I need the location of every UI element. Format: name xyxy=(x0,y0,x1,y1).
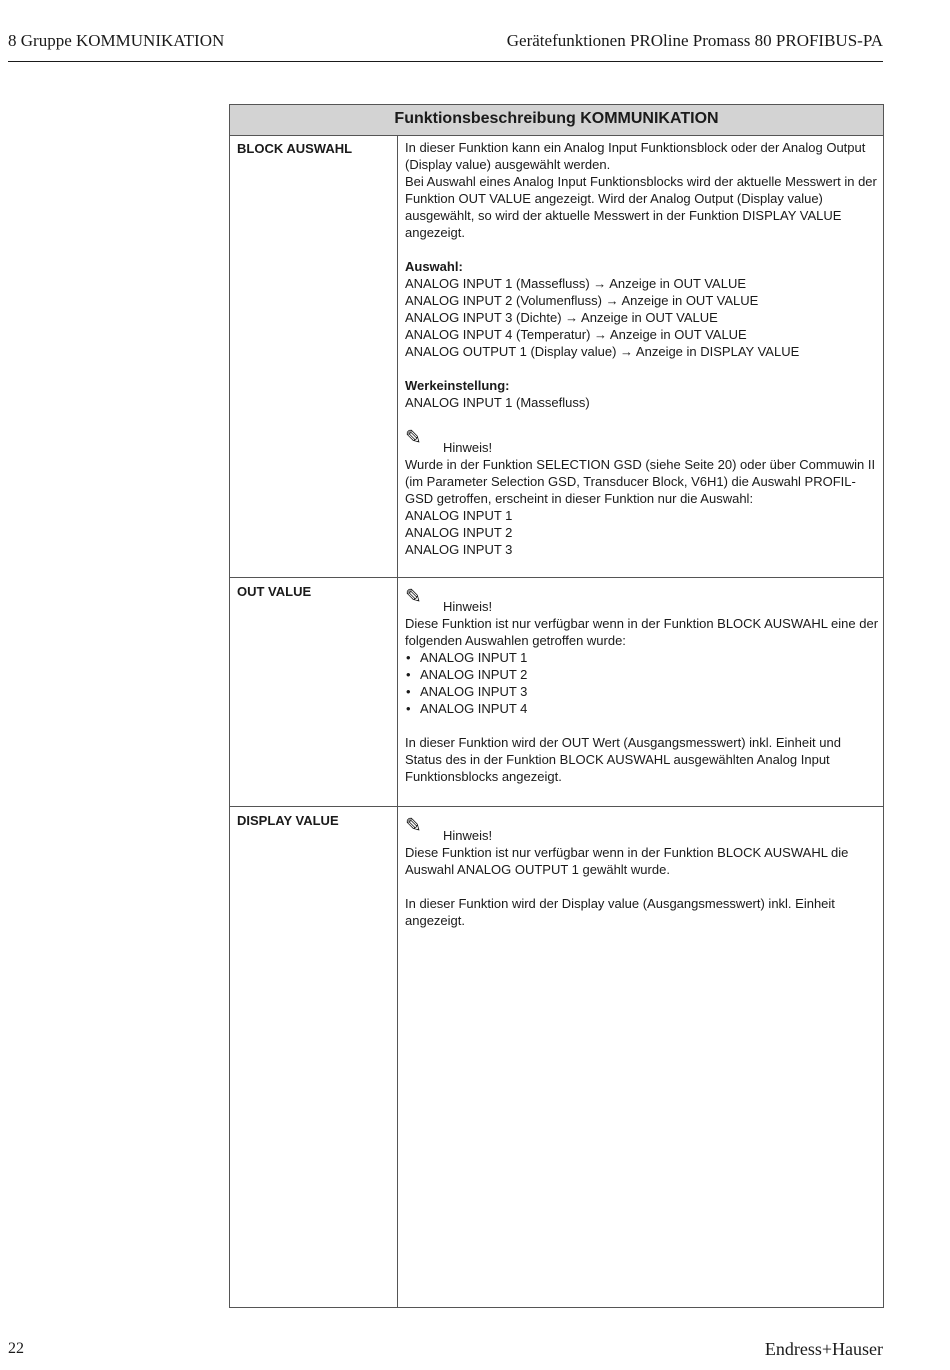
brand-logo-text: Endress+Hauser xyxy=(764,1339,883,1359)
description-text: In dieser Funktion wird der OUT Wert (Ausgangsmesswert) inkl. Einheit und Status des in der Funktion BLOCK AUSWAHL ausgewählten Analog Input Funktionsblocks angezeigt. xyxy=(405,735,841,784)
selection-option: ANALOG INPUT 2 (Volumenfluss) → Anzeige in OUT VALUE xyxy=(405,293,759,308)
intro-text: In dieser Funktion kann ein Analog Input Funktionsblock oder der Analog Output (Display value) ausgewählt werden. xyxy=(405,140,866,172)
selection-option: ANALOG INPUT 4 (Temperatur) → Anzeige in OUT VALUE xyxy=(405,327,747,342)
pencil-icon: ✎ xyxy=(405,815,422,837)
function-description xyxy=(405,139,879,558)
page-header xyxy=(8,31,883,62)
description-text: In dieser Funktion wird der Display value (Ausgangsmesswert) inkl. Einheit angezeigt. xyxy=(405,896,835,928)
table-row-out-value xyxy=(230,578,883,807)
default-value: ANALOG INPUT 1 (Massefluss) xyxy=(405,395,590,410)
note-option: ANALOG INPUT 3 xyxy=(405,542,513,557)
pencil-icon: ✎ xyxy=(405,427,422,449)
chapter-title: 8 Gruppe KOMMUNIKATION xyxy=(8,31,225,50)
function-table xyxy=(229,104,884,1308)
function-name: DISPLAY VALUE xyxy=(237,813,339,828)
note-option: ANALOG INPUT 2 xyxy=(405,525,513,540)
note-heading xyxy=(405,587,879,615)
note-text: Diese Funktion ist nur verfügbar wenn in der Funktion BLOCK AUSWAHL eine der folgenden Auswahlen getroffen wurde: xyxy=(405,616,879,648)
intro-text: Bei Auswahl eines Analog Input Funktionsblocks wird der aktuelle Messwert in der Funktion OUT VALUE angezeigt. Wird der Analog Output (Display value) ausgewählt, so wird der aktuelle Messwert in der Funktion DISPLAY VALUE angezeigt. xyxy=(405,174,877,240)
note-text: Diese Funktion ist nur verfügbar wenn in der Funktion BLOCK AUSWAHL die Auswahl ANALOG OUTPUT 1 gewählt wurde. xyxy=(405,845,849,877)
page-number: 22 xyxy=(8,1340,24,1357)
selection-option: ANALOG INPUT 1 (Massefluss) → Anzeige in OUT VALUE xyxy=(405,276,747,291)
list-item: • ANALOG INPUT 1 xyxy=(405,649,879,666)
default-label: Werkeinstellung: xyxy=(405,378,510,393)
note-option: ANALOG INPUT 1 xyxy=(405,508,513,523)
function-name: OUT VALUE xyxy=(237,584,312,599)
function-description xyxy=(405,816,879,929)
document-title: Gerätefunktionen PROline Promass 80 PROFIBUS-PA xyxy=(506,31,883,50)
note-text: Wurde in der Funktion SELECTION GSD (siehe Seite 20) oder über Commuwin II (im Parameter Selection GSD, Transducer Block, V6H1) die Auswahl PROFIL-GSD getroffen, erscheint in dieser Funktion nur die Auswahl: xyxy=(405,457,876,506)
table-title: Funktionsbeschreibung KOMMUNIKATION xyxy=(230,105,883,136)
function-name: BLOCK AUSWAHL xyxy=(237,141,353,156)
note-label: Hinweis! xyxy=(443,828,493,843)
table-row-display-value xyxy=(230,807,883,1307)
note-label: Hinweis! xyxy=(443,440,493,455)
selection-option: ANALOG OUTPUT 1 (Display value) → Anzeige in DISPLAY VALUE xyxy=(405,344,800,359)
selection-label: Auswahl: xyxy=(405,259,463,274)
table-row-block-auswahl xyxy=(230,135,883,578)
list-item: • ANALOG INPUT 4 xyxy=(405,700,879,717)
note-heading xyxy=(405,816,879,844)
function-description xyxy=(405,587,879,785)
pencil-icon: ✎ xyxy=(405,586,422,608)
note-heading xyxy=(405,428,879,456)
list-item: • ANALOG INPUT 3 xyxy=(405,683,879,700)
list-item: • ANALOG INPUT 2 xyxy=(405,666,879,683)
note-label: Hinweis! xyxy=(443,599,493,614)
selection-option: ANALOG INPUT 3 (Dichte) → Anzeige in OUT VALUE xyxy=(405,310,718,325)
